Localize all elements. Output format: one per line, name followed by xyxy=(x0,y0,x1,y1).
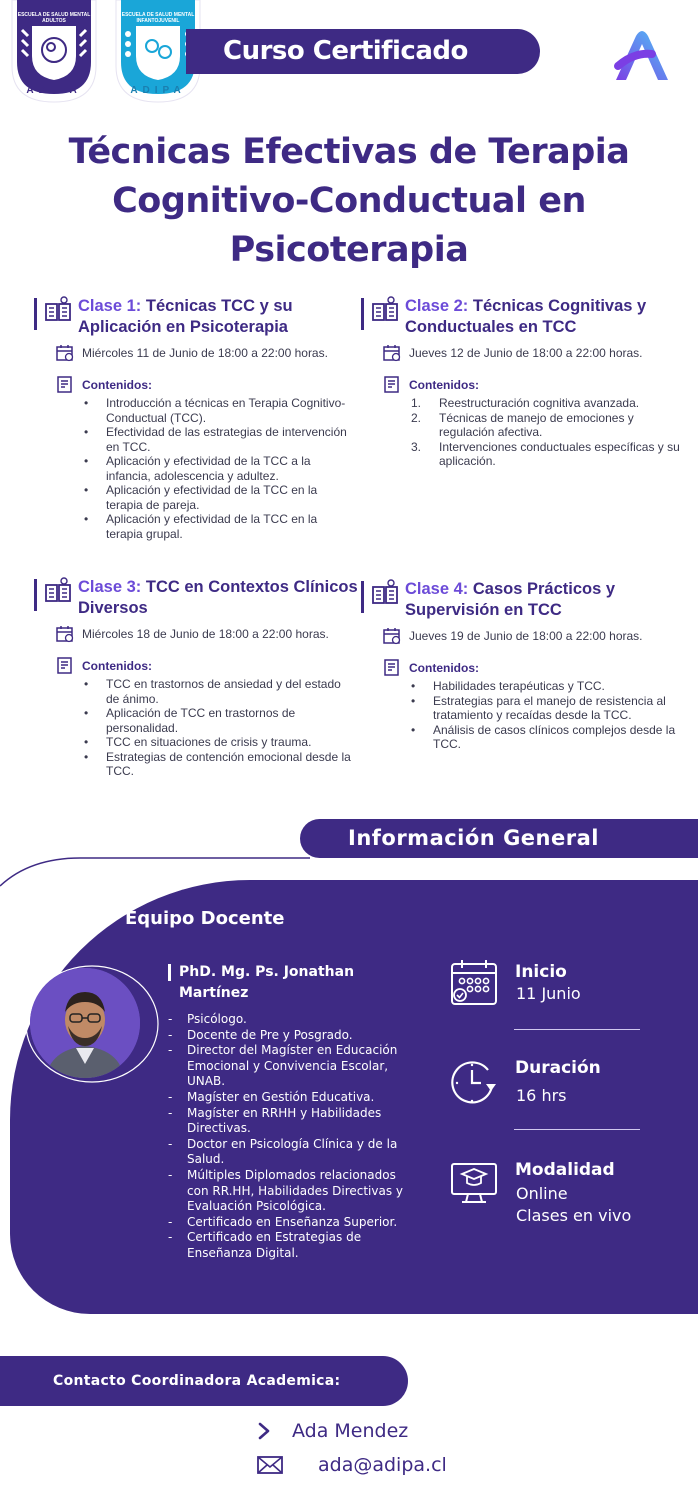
list-item-text: Intervenciones conductuales específicas y su aplicación. xyxy=(439,439,680,468)
list-item xyxy=(411,410,689,440)
info-duracion xyxy=(448,1056,678,1116)
list-item: • Aplicación y efectividad de la TCC en la terapia de pareja. xyxy=(106,483,356,512)
calendar-clock-icon xyxy=(383,627,401,645)
list-item-number: 1. xyxy=(411,396,422,410)
clase-title-text: Técnicas Cognitivas y Conductuales en TCC xyxy=(405,297,647,336)
list-item: - Certificado en Enseñanza Superior. xyxy=(187,1215,412,1231)
docente-name: PhD. Mg. Ps. Jonathan Martínez xyxy=(179,964,355,1001)
list-item: • TCC en trastornos de ansiedad y del estado de ánimo. xyxy=(106,677,356,706)
clase-contenidos-text: Contenidos: xyxy=(409,378,479,392)
contact-email-row xyxy=(256,1454,447,1476)
clase-date xyxy=(383,344,643,362)
badge-adultos-text: ESCUELA DE SALUD MENTAL ADULTOS xyxy=(17,12,91,24)
clase-title xyxy=(78,296,358,338)
list-item: - Docente de Pre y Posgrado. xyxy=(187,1028,412,1044)
book-lightbulb-icon xyxy=(371,579,401,609)
clase-date xyxy=(56,344,328,362)
clase-accent-bar xyxy=(361,581,364,613)
clase-number: Clase 4: xyxy=(405,580,469,598)
calendar-clock-icon xyxy=(383,344,401,362)
calendar-clock-icon xyxy=(56,344,74,362)
informacion-general-label: Información General xyxy=(300,819,698,858)
list-item: • Efectividad de las estrategias de intervención en TCC. xyxy=(106,425,356,454)
book-lightbulb-icon xyxy=(44,296,74,326)
adipa-a-logo-icon xyxy=(612,22,672,82)
modalidad-value-line: Clases en vivo xyxy=(516,1206,632,1225)
contact-email-link[interactable]: ada@adipa.cl xyxy=(318,1454,447,1476)
course-title-line: Técnicas Efectivas de Terapia xyxy=(68,132,630,172)
clase-accent-bar xyxy=(361,298,364,330)
clase-title xyxy=(78,577,358,619)
course-title-line: Psicoterapia xyxy=(229,230,469,270)
clase-date xyxy=(383,627,643,645)
list-item: - Director del Magíster en Educación Emocional y Convivencia Escolar, UNAB. xyxy=(187,1043,412,1090)
list-item: • Análisis de casos clínicos complejos desde la TCC. xyxy=(433,723,683,752)
list-item xyxy=(411,439,689,469)
list-item-text: Técnicas de manejo de emociones y regulación afectiva. xyxy=(439,410,634,439)
list-item xyxy=(411,396,689,411)
clase-title xyxy=(405,296,685,338)
badge-adultos-brand: ADIPA xyxy=(26,85,82,96)
contacto-coordinadora-label: Contacto Coordinadora Academica: xyxy=(0,1356,408,1406)
docente-credentials-list xyxy=(187,1012,412,1262)
clase-number: Clase 2: xyxy=(405,297,469,315)
equipo-docente-label: Equipo Docente xyxy=(125,908,285,929)
list-item: - Magíster en RRHH y Habilidades Directivas. xyxy=(187,1106,412,1137)
chevron-right-icon xyxy=(256,1422,272,1440)
clase-contenidos-text: Contenidos: xyxy=(82,659,152,673)
clase-date-text: Miércoles 11 de Junio de 18:00 a 22:00 horas. xyxy=(82,346,328,360)
badge-infanto-brand: ADIPA xyxy=(130,85,186,96)
document-list-icon xyxy=(383,659,401,677)
mail-icon xyxy=(256,1455,284,1475)
calendar-clock-icon xyxy=(56,625,74,643)
list-item: - Doctor en Psicología Clínica y de la Salud. xyxy=(187,1137,412,1168)
document-list-icon xyxy=(56,657,74,675)
clase-contenidos-label xyxy=(383,659,479,677)
clase-contenidos-text: Contenidos: xyxy=(409,661,479,675)
clase-number: Clase 1: xyxy=(78,297,142,315)
info-modalidad xyxy=(448,1158,678,1228)
clase-title-text: TCC en Contextos Clínicos Diversos xyxy=(78,578,358,617)
clase-contenidos-list xyxy=(106,677,356,779)
inicio-label: Inicio xyxy=(515,962,567,982)
clase-title-text: Casos Prácticos y Supervisión en TCC xyxy=(405,580,616,619)
list-item: • Habilidades terapéuticas y TCC. xyxy=(433,679,683,694)
curso-certificado-label: Curso Certificado xyxy=(186,29,540,74)
clase-contenidos-label xyxy=(56,657,152,675)
clase-date-text: Jueves 12 de Junio de 18:00 a 22:00 horas. xyxy=(409,346,643,360)
clase-contenidos-label xyxy=(56,376,152,394)
list-item: • TCC en situaciones de crisis y trauma. xyxy=(106,735,356,750)
modalidad-value-line: Online xyxy=(516,1184,568,1203)
docente-portrait-icon xyxy=(30,968,140,1078)
clase-accent-bar xyxy=(34,579,37,611)
badge-escuela-adultos xyxy=(8,0,100,104)
list-item-number: 3. xyxy=(411,439,422,454)
list-item: • Introducción a técnicas en Terapia Cognitivo-Conductual (TCC). xyxy=(106,396,356,425)
contact-name-row xyxy=(256,1420,408,1442)
clase-title-text: Técnicas TCC y su Aplicación en Psicoterapia xyxy=(78,297,293,336)
clase-number: Clase 3: xyxy=(78,578,142,596)
contact-name: Ada Mendez xyxy=(292,1420,409,1442)
avatar xyxy=(30,968,140,1078)
list-item: - Certificado en Estrategias de Enseñanza Digital. xyxy=(187,1230,412,1261)
badge-infanto-text: ESCUELA DE SALUD MENTAL INFANTOJUVENIL xyxy=(121,12,195,24)
clase-contenidos-text: Contenidos: xyxy=(82,378,152,392)
list-item-text: Reestructuración cognitiva avanzada. xyxy=(439,396,640,410)
clase-contenidos-list xyxy=(106,396,356,541)
modalidad-label: Modalidad xyxy=(515,1160,615,1180)
duracion-label: Duración xyxy=(515,1058,601,1078)
calendar-icon xyxy=(448,958,500,1010)
clase-accent-bar xyxy=(34,298,37,330)
list-item-number: 2. xyxy=(411,410,422,425)
info-separator xyxy=(514,1029,640,1030)
clase-title xyxy=(405,579,685,621)
list-item: • Estrategias para el manejo de resistencia al tratamiento y recaídas desde la TCC. xyxy=(433,694,683,723)
document-list-icon xyxy=(383,376,401,394)
clase-date-text: Miércoles 18 de Junio de 18:00 a 22:00 horas. xyxy=(82,627,329,641)
info-inicio xyxy=(448,958,678,1018)
monitor-graduation-icon xyxy=(448,1158,500,1210)
docente-accent-bar xyxy=(168,964,171,981)
course-title-line: Cognitivo-Conductual en xyxy=(112,181,586,221)
inicio-value: 11 Junio xyxy=(516,984,581,1003)
document-list-icon xyxy=(56,376,74,394)
clase-contenidos-list xyxy=(411,396,689,469)
duracion-value: 16 hrs xyxy=(516,1086,567,1105)
clase-contenidos-label xyxy=(383,376,479,394)
course-title xyxy=(20,128,678,275)
clase-date xyxy=(56,625,329,643)
modalidad-value xyxy=(516,1183,631,1227)
list-item: - Psicólogo. xyxy=(187,1012,412,1028)
list-item: • Aplicación y efectividad de la TCC en la terapia grupal. xyxy=(106,512,356,541)
list-item: - Magíster en Gestión Educativa. xyxy=(187,1090,412,1106)
book-lightbulb-icon xyxy=(44,577,74,607)
clase-contenidos-list xyxy=(433,679,683,752)
list-item: • Estrategias de contención emocional desde la TCC. xyxy=(106,750,356,779)
list-item: - Múltiples Diplomados relacionados con RR.HH, Habilidades Directivas y Evaluación Psicológica. xyxy=(187,1168,412,1215)
list-item: • Aplicación de TCC en trastornos de personalidad. xyxy=(106,706,356,735)
info-separator xyxy=(514,1129,640,1130)
clase-date-text: Jueves 19 de Junio de 18:00 a 22:00 horas. xyxy=(409,629,643,643)
book-lightbulb-icon xyxy=(371,296,401,326)
list-item: • Aplicación y efectividad de la TCC a la infancia, adolescencia y adultez. xyxy=(106,454,356,483)
clock-icon xyxy=(448,1056,500,1108)
